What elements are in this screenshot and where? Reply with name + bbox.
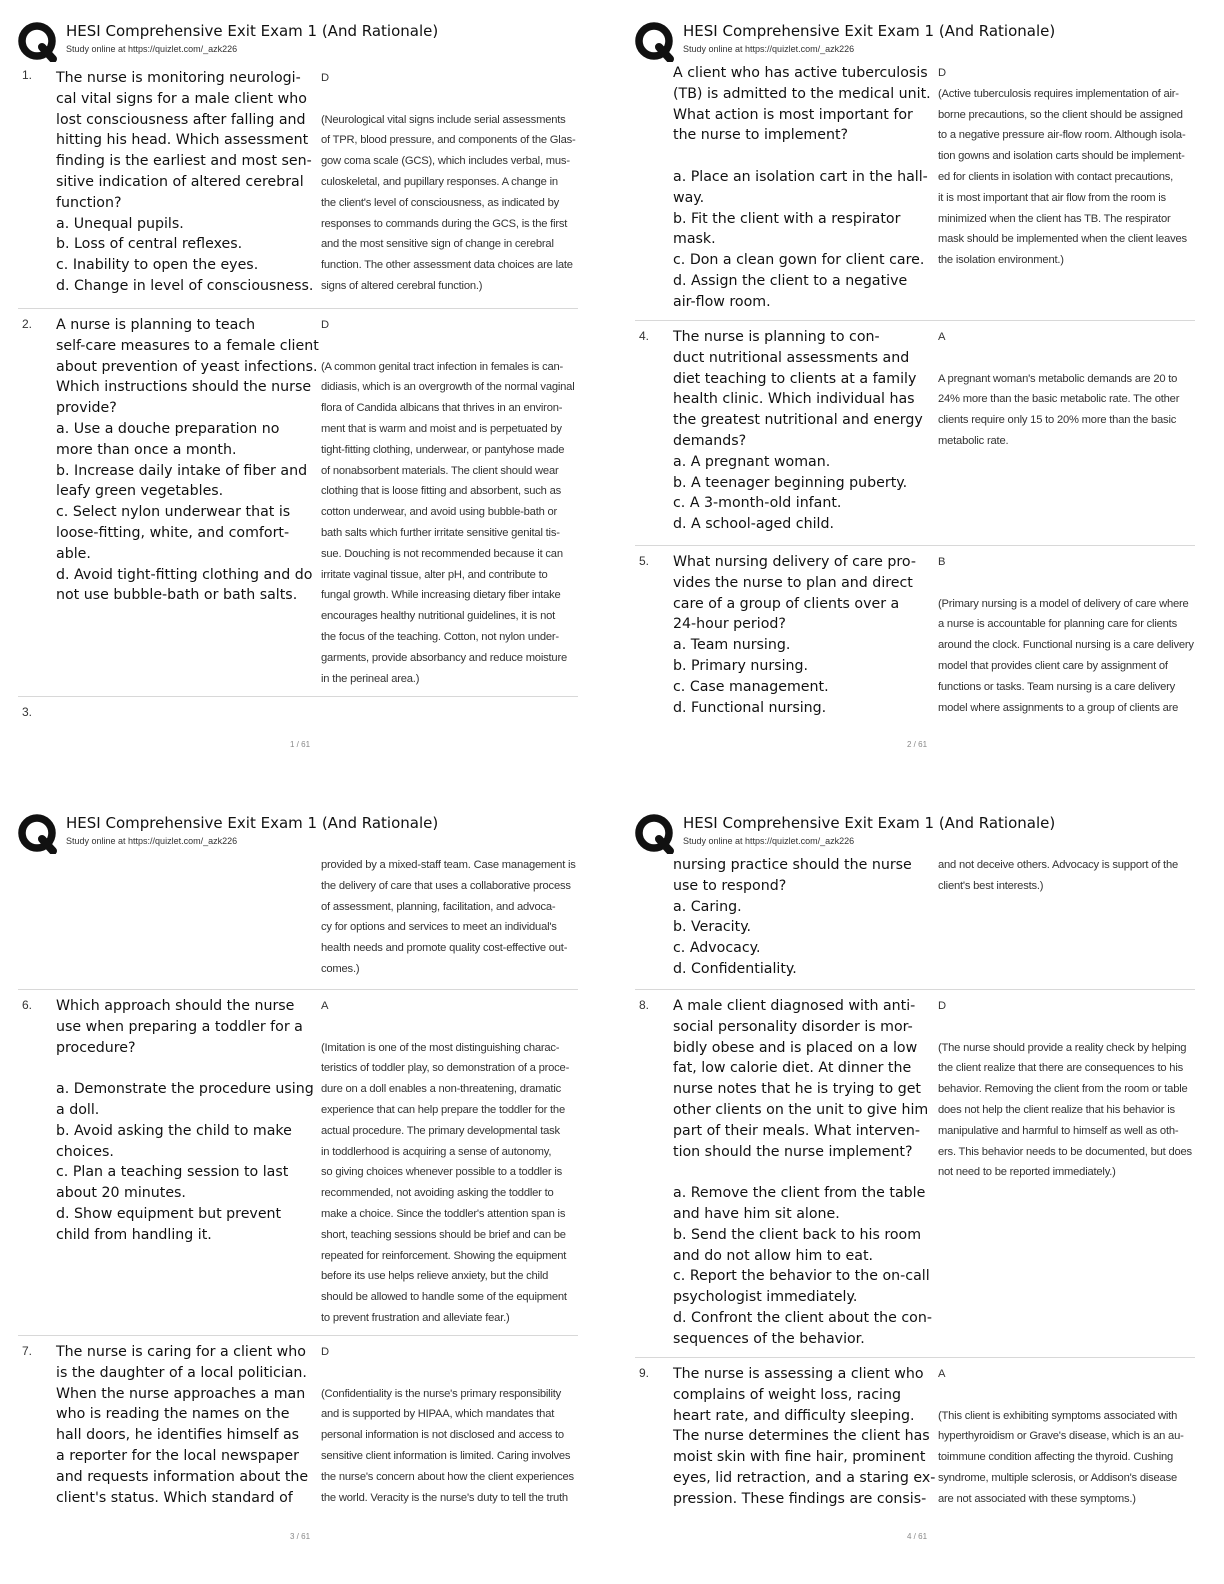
question-text: A client who has active tuberculosis (TB) is admitted to the medical unit. What action is most important for the nurse to implement? a. Place an isolation cart in the hall- way. b. Fit the client with a respirator mask. c. Don a clean gown for client care. d. Assign the client to a negative air-flow room.: [673, 65, 931, 310]
answer-letter: D: [321, 72, 329, 84]
answer-rationale: B (Primary nursing is a model of delivery of care where a nurse is accountable for planning care for clients around the clock. Functional nursing is a care delivery model that provides client care by assignment of functions or tasks. Team nursing is a care delivery model where assignments to a group of clients are: [938, 552, 1198, 718]
question-text: Which approach should the nurse use when preparing a toddler for a procedure? a. Demonstrate the procedure using a doll. b. Avoid asking the child to make choices. c. Plan a teaching session to last about 20 minutes. d. Show equipment but prevent child from handling it.: [56, 998, 314, 1243]
answer-rationale: A (This client is exhibiting symptoms associated with hyperthyroidism or Grave's disease, which is an au- toimmune condition affecting the thyroid. Cushing syndrome, multiple sclerosis, or Addison's disease are not associated with these symptoms.): [938, 1364, 1198, 1510]
quizlet-logo-icon: [18, 814, 58, 854]
answer-letter: D: [321, 319, 329, 331]
page-1: [0, 0, 600, 785]
answer-letter: A: [321, 1000, 329, 1012]
quizlet-logo-icon: [635, 814, 675, 854]
answer-letter: D: [938, 67, 946, 79]
page-title: HESI Comprehensive Exit Exam 1 (And Rationale): [683, 814, 1056, 832]
page-number: 2 / 61: [907, 740, 928, 749]
question-number: 9.: [639, 1366, 650, 1380]
quizlet-logo-icon: [635, 22, 675, 62]
answer-rationale: D (Active tuberculosis requires implementation of air- borne precautions, so the client should be assigned to a negative pressure air-flow room. Although isola- tion gowns and isolation carts should be implement- ed for clients in isolation with contact precautions, it is most important that air flow from the room is minimized when the client has TB. The respirator mask should be implemented when the client leaves the isolation environment.): [938, 63, 1198, 271]
answer-rationale: A (Imitation is one of the most distinguishing charac- teristics of toddler play, so demonstration of a proce- dure on a doll enables a non-threatening, dramatic experience that can help prepare the toddler for the actual procedure. The primary developmental task in toddlerhood is acquiring a sense of autonomy, so giving choices whenever possible to a toddler is recommended, not avoiding asking the toddler to make a choice. Since the toddler's attention span is short, teaching sessions should be brief and can be repeated for reinforcement. Showing the equipment before its use helps relieve anxiety, but the child should be allowed to handle some of the equipment to prevent frustration and alleviate fear.): [321, 996, 581, 1329]
question-number: 6.: [22, 998, 33, 1012]
question-text: nursing practice should the nurse use to respond? a. Caring. b. Veracity. c. Advocacy. d. Confidentiality.: [673, 857, 912, 977]
question-text: The nurse is planning to con- duct nutritional assessments and diet teaching to clients at a family health clinic. Which individual has the greatest nutritional and energy demands? a. A pregnant woman. b. A teenager beginning puberty. c. A 3-month-old infant. d. A school-aged child.: [673, 329, 923, 533]
question-text: A nurse is planning to teach self-care measures to a female client about prevention of yeast infections. Which instructions should the nurse provide? a. Use a douche preparation no more than once a month. b. Increase daily intake of fiber and leafy green vegetables. c. Select nylon underwear that is loose-fitting, white, and comfort- able. d. Avoid tight-fitting clothing and do not use bubble-bath or bath salts.: [56, 317, 319, 604]
answer-letter: A: [938, 1368, 946, 1380]
answer-rationale: D (A common genital tract infection in females is can- didiasis, which is an overgrowth of the normal vaginal flora of Candida albicans that thrives in an environ- ment that is warm and moist and is perpetuated by tight-fitting clothing, underwear, or pantyhose made of nonabsorbent materials. The client should wear clothing that is loose fitting and absorbent, such as cotton underwear, and avoid using bubble-bath or bath salts which further irritate sensitive genital tis- sue. Douching is not recommended because it can irritate vaginal tissue, alter pH, and contribute to fungal growth. While increasing dietary fiber intake encourages healthy nutritional guidelines, it is not the focus of the teaching. Cotton, not nylon under- garments, provide absorbancy and reduce moisture in the perineal area.): [321, 315, 581, 689]
answer-rationale: D (Neurological vital signs include serial assessments of TPR, blood pressure, and components of the Glas- gow coma scale (GCS), which includes verbal, mus- culoskeletal, and pupillary responses. A change in the client's level of consciousness, as indicated by responses to commands during the GCS, is the first and the most sensitive sign of change in cerebral function. The other assessment data choices are late signs of altered cerebral function.): [321, 68, 581, 297]
question-card-2: [18, 308, 578, 695]
question-text: The nurse is assessing a client who complains of weight loss, racing heart rate, and difficulty sleeping. The nurse determines the client has moist skin with fine hair, prominent eyes, lid retraction, and a staring ex- pression. These findings are consis-: [673, 1366, 936, 1507]
page-3: [0, 792, 600, 1577]
page-title: HESI Comprehensive Exit Exam 1 (And Rationale): [66, 22, 439, 40]
question-number: 4.: [639, 329, 650, 343]
question-text: The nurse is monitoring neurologi- cal vital signs for a male client who lost consciousness after falling and hitting his head. Which assessment finding is the earliest and most sen- sitive indication of altered cerebral function? a. Unequal pupils. b. Loss of central reflexes. c. Inability to open the eyes. d. Change in level of consciousness.: [56, 70, 314, 294]
page-number: 1 / 61: [290, 740, 311, 749]
question-text: What nursing delivery of care pro- vides the nurse to plan and direct care of a group of clients over a 24-hour period? a. Team nursing. b. Primary nursing. c. Case management. d. Functional nursing.: [673, 554, 916, 716]
quizlet-logo-icon: [18, 22, 58, 62]
question-text: A male client diagnosed with anti- social personality disorder is mor- bidly obese and is placed on a low fat, low calorie diet. At dinner the nurse notes that he is trying to get other clients on the unit to give him part of their meals. What interven- tion should the nurse implement? a. Remove the client from the table and have him sit alone. b. Send the client back to his room and do not allow him to eat. c. Report the behavior to the on-call psychologist immediately. d. Confront the client about the con- sequences of the behavior.: [673, 998, 932, 1347]
question-card-4: [635, 320, 1195, 541]
question-number: 8.: [639, 998, 650, 1012]
question-text: The nurse is caring for a client who is the daughter of a local politician. When the nurse approaches a man who is reading the names on the hall doors, he identifies himself as a reporter for the local newspaper and requests information about the client's status. Which standard of: [56, 1344, 309, 1506]
page-4: [617, 792, 1217, 1577]
answer-letter: A: [938, 331, 946, 343]
answer-letter: D: [938, 1000, 946, 1012]
question-number: 1.: [22, 68, 33, 82]
answer-letter: D: [321, 1346, 329, 1358]
page-number: 3 / 61: [290, 1532, 311, 1541]
question-card-6: [18, 989, 578, 1326]
question-card-9: [635, 1357, 1195, 1524]
study-link[interactable]: Study online at https://quizlet.com/_azk226: [683, 836, 855, 846]
answer-rationale: D (Confidentiality is the nurse's primary responsibility and is supported by HIPAA, which mandates that personal information is not disclosed and access to sensitive client information is limited. Caring involves the nurse's concern about how the client experiences the world. Veracity is the nurse's duty to tell the truth: [321, 1342, 581, 1508]
study-link[interactable]: Study online at https://quizlet.com/_azk226: [66, 44, 238, 54]
question-number: 2.: [22, 317, 33, 331]
answer-letter: B: [938, 556, 946, 568]
answer-rationale: A A pregnant woman's metabolic demands are 20 to 24% more than the basic metabolic rate. The other clients require only 15 to 20% more than the basic metabolic rate.: [938, 327, 1198, 452]
study-link[interactable]: Study online at https://quizlet.com/_azk226: [66, 836, 238, 846]
question-card-7: [18, 1335, 578, 1532]
question-card-5: [635, 545, 1195, 732]
question-card-3-start: [18, 696, 578, 729]
answer-rationale: provided by a mixed-staff team. Case management is the delivery of care that uses a collaborative process of assessment, planning, facilitation, and advoca- cy for options and services to meet an individual's health needs and promote quality cost-effective out- comes.): [321, 859, 576, 975]
answer-rationale: and not deceive others. Advocacy is support of the client's best interests.): [938, 859, 1179, 892]
question-number: 3.: [22, 705, 33, 719]
page-2: [617, 0, 1217, 785]
page-title: HESI Comprehensive Exit Exam 1 (And Rationale): [683, 22, 1056, 40]
answer-rationale: D (The nurse should provide a reality check by helping the client realize that there are consequences to his behavior. Removing the client from the room or table does not help the client realize that his behavior is manipulative and harmful to himself as well as oth- ers. This behavior needs to be documented, but does not need to be reported immediately.): [938, 996, 1198, 1183]
question-number: 5.: [639, 554, 650, 568]
question-number: 7.: [22, 1344, 33, 1358]
page-number: 4 / 61: [907, 1532, 928, 1541]
study-link[interactable]: Study online at https://quizlet.com/_azk226: [683, 44, 855, 54]
page-title: HESI Comprehensive Exit Exam 1 (And Rationale): [66, 814, 439, 832]
question-card-8: [635, 989, 1195, 1346]
